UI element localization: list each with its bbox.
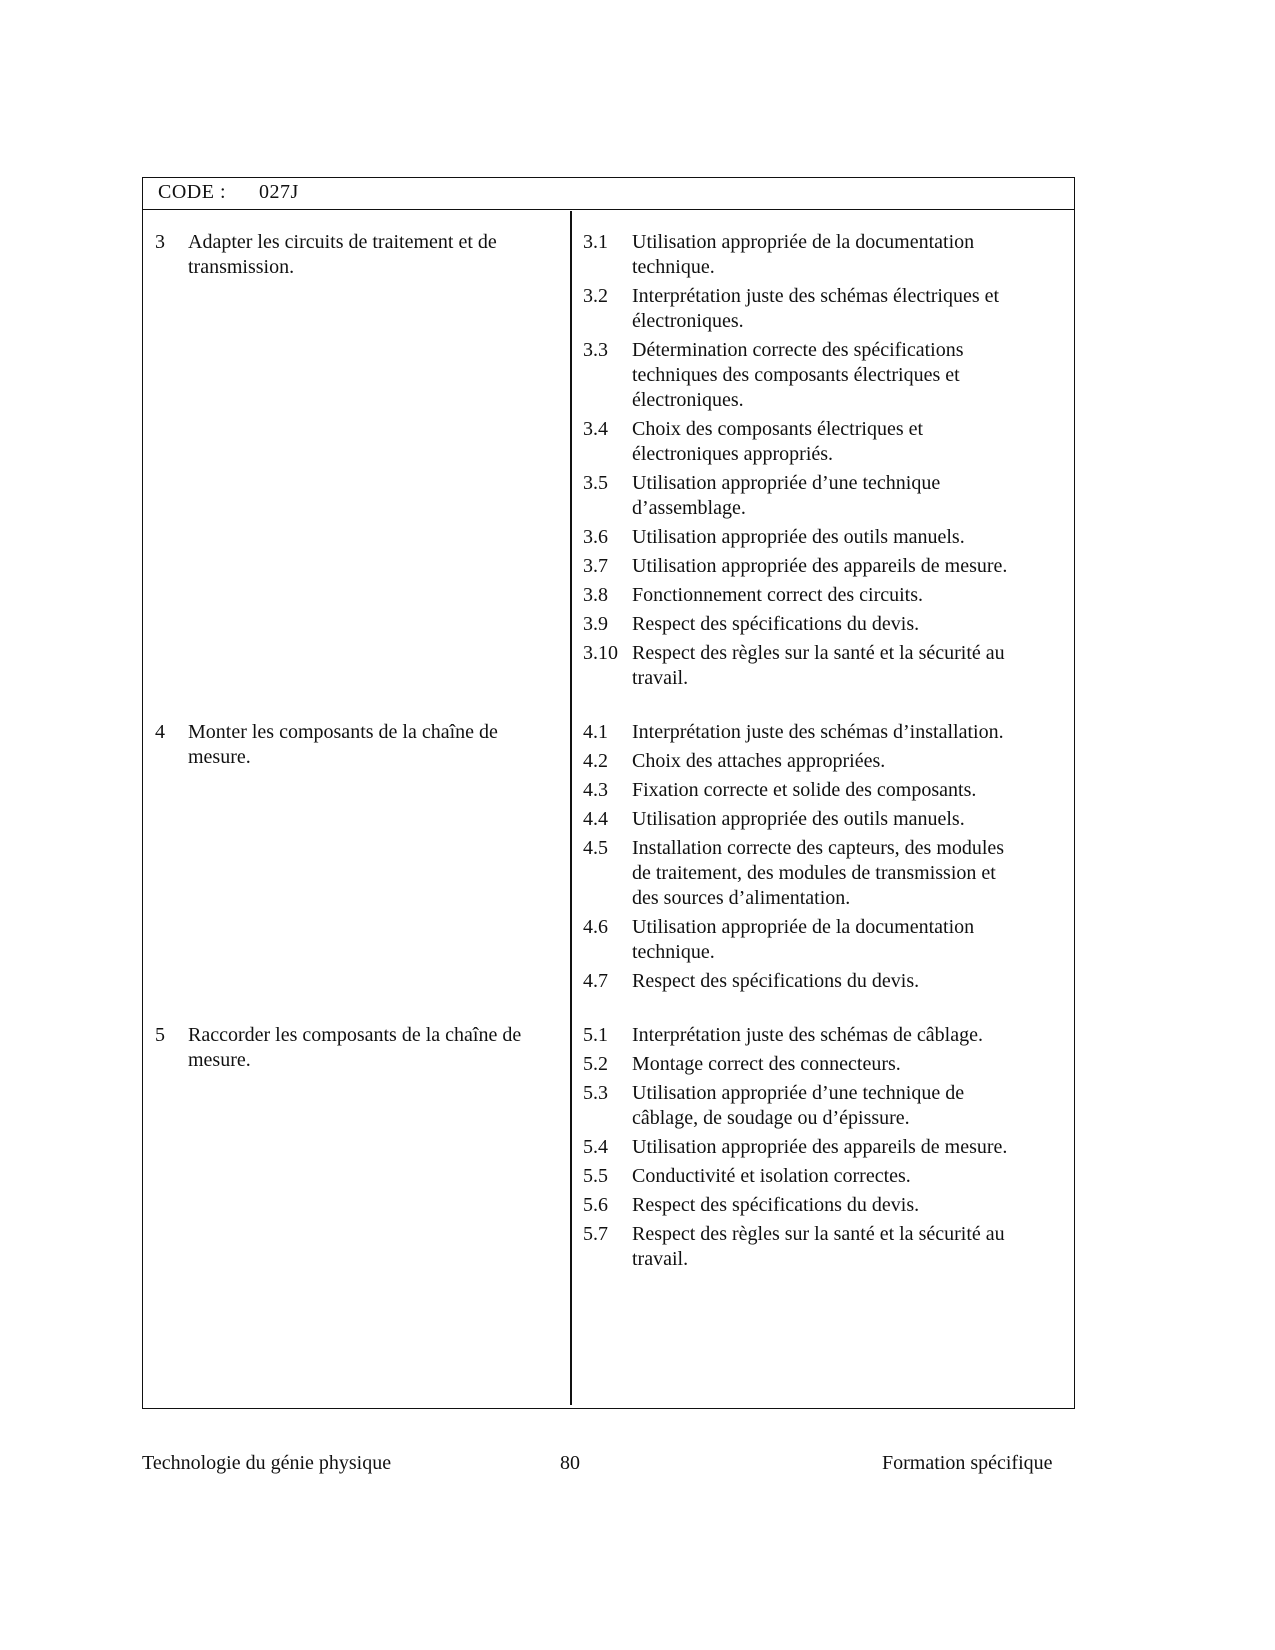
element-cell xyxy=(143,720,571,998)
criterion-item xyxy=(571,471,1074,521)
criterion-text: Choix des composants électriques et électroniques appropriés. xyxy=(632,418,924,465)
footer-section: Formation spécifique xyxy=(882,1452,1053,1474)
criteria-cell xyxy=(571,230,1074,695)
criterion-number: 3.9 xyxy=(583,613,608,635)
criteria-cell xyxy=(571,1023,1074,1276)
criterion-text: Fixation correcte et solide des composants. xyxy=(632,779,977,801)
criterion-number: 3.2 xyxy=(583,285,608,307)
code-header xyxy=(143,178,1074,210)
criterion-item xyxy=(571,525,1074,550)
element-cell xyxy=(143,1023,571,1276)
criterion-number: 4.3 xyxy=(583,779,608,801)
competency-section xyxy=(143,1023,1074,1276)
criterion-number: 3.8 xyxy=(583,584,608,606)
criterion-item xyxy=(571,417,1074,467)
criterion-text: Choix des attaches appropriées. xyxy=(632,750,886,772)
criterion-text: Détermination correcte des spécifications techniques des composants électriques et électroniques. xyxy=(632,339,964,411)
element-text: Adapter les circuits de traitement et de transmission. xyxy=(188,231,497,278)
criterion-item xyxy=(571,230,1074,280)
criterion-text: Respect des règles sur la santé et la sécurité au travail. xyxy=(632,1223,1005,1270)
criterion-number: 3.3 xyxy=(583,339,608,361)
criterion-text: Utilisation appropriée d’une technique de câblage, de soudage ou d’épissure. xyxy=(632,1082,965,1129)
criterion-text: Fonctionnement correct des circuits. xyxy=(632,584,924,606)
criterion-text: Respect des spécifications du devis. xyxy=(632,1194,920,1216)
criterion-number: 3.7 xyxy=(583,555,608,577)
criterion-text: Conductivité et isolation correctes. xyxy=(632,1165,911,1187)
criterion-item xyxy=(571,338,1074,413)
criterion-number: 5.2 xyxy=(583,1053,608,1075)
element-number: 5 xyxy=(155,1024,165,1046)
criterion-text: Utilisation appropriée des outils manuels. xyxy=(632,526,965,548)
criterion-number: 5.1 xyxy=(583,1024,608,1046)
criterion-number: 5.6 xyxy=(583,1194,608,1216)
criterion-text: Utilisation appropriée des appareils de mesure. xyxy=(632,1136,1008,1158)
criterion-item xyxy=(571,749,1074,774)
code-value: 027J xyxy=(259,181,299,203)
criterion-number: 3.5 xyxy=(583,472,608,494)
criterion-text: Installation correcte des capteurs, des modules de traitement, des modules de transmission et des sources d’alimentation. xyxy=(632,837,1005,909)
criterion-item xyxy=(571,641,1074,691)
criterion-text: Respect des spécifications du devis. xyxy=(632,613,920,635)
element-number: 3 xyxy=(155,231,165,253)
criterion-item xyxy=(571,1023,1074,1048)
criterion-text: Interprétation juste des schémas d’installation. xyxy=(632,721,1004,743)
criterion-number: 4.1 xyxy=(583,721,608,743)
criterion-item xyxy=(571,583,1074,608)
criterion-number: 5.3 xyxy=(583,1082,608,1104)
competency-section xyxy=(143,230,1074,695)
criterion-item xyxy=(571,1222,1074,1272)
competency-table xyxy=(142,177,1075,1409)
criterion-text: Utilisation appropriée de la documentation technique. xyxy=(632,231,975,278)
element-text: Raccorder les composants de la chaîne de mesure. xyxy=(188,1024,522,1071)
criterion-number: 4.6 xyxy=(583,916,608,938)
criterion-text: Montage correct des connecteurs. xyxy=(632,1053,901,1075)
page-number: 80 xyxy=(560,1452,580,1474)
criterion-item xyxy=(571,720,1074,745)
criterion-item xyxy=(571,612,1074,637)
criterion-text: Interprétation juste des schémas électriques et électroniques. xyxy=(632,285,1000,332)
footer-title: Technologie du génie physique xyxy=(142,1452,392,1474)
criterion-text: Utilisation appropriée des appareils de mesure. xyxy=(632,555,1008,577)
criterion-item xyxy=(571,554,1074,579)
criterion-text: Respect des spécifications du devis. xyxy=(632,970,920,992)
criterion-text: Utilisation appropriée d’une technique d’assemblage. xyxy=(632,472,941,519)
competency-section xyxy=(143,720,1074,998)
criterion-item xyxy=(571,915,1074,965)
criterion-number: 5.4 xyxy=(583,1136,608,1158)
criterion-number: 5.7 xyxy=(583,1223,608,1245)
criterion-item xyxy=(571,1164,1074,1189)
criterion-text: Utilisation appropriée des outils manuels. xyxy=(632,808,965,830)
code-label: CODE : xyxy=(158,181,226,203)
criterion-item xyxy=(571,807,1074,832)
criterion-number: 4.2 xyxy=(583,750,608,772)
sections xyxy=(143,230,1074,1301)
criterion-number: 3.4 xyxy=(583,418,608,440)
criterion-text: Interprétation juste des schémas de câblage. xyxy=(632,1024,983,1046)
criterion-number: 5.5 xyxy=(583,1165,608,1187)
element-cell xyxy=(143,230,571,695)
criterion-item xyxy=(571,778,1074,803)
criterion-number: 4.7 xyxy=(583,970,608,992)
criterion-number: 3.10 xyxy=(583,642,618,664)
criterion-item xyxy=(571,1193,1074,1218)
criterion-text: Utilisation appropriée de la documentation technique. xyxy=(632,916,975,963)
criterion-number: 3.6 xyxy=(583,526,608,548)
criterion-text: Respect des règles sur la santé et la sécurité au travail. xyxy=(632,642,1005,689)
criterion-item xyxy=(571,1135,1074,1160)
criterion-number: 3.1 xyxy=(583,231,608,253)
criterion-item xyxy=(571,969,1074,994)
criterion-number: 4.4 xyxy=(583,808,608,830)
criterion-item xyxy=(571,836,1074,911)
element-number: 4 xyxy=(155,721,165,743)
criterion-item xyxy=(571,1052,1074,1077)
criterion-item xyxy=(571,1081,1074,1131)
element-text: Monter les composants de la chaîne de mesure. xyxy=(188,721,498,768)
criteria-cell xyxy=(571,720,1074,998)
criterion-item xyxy=(571,284,1074,334)
criterion-number: 4.5 xyxy=(583,837,608,859)
